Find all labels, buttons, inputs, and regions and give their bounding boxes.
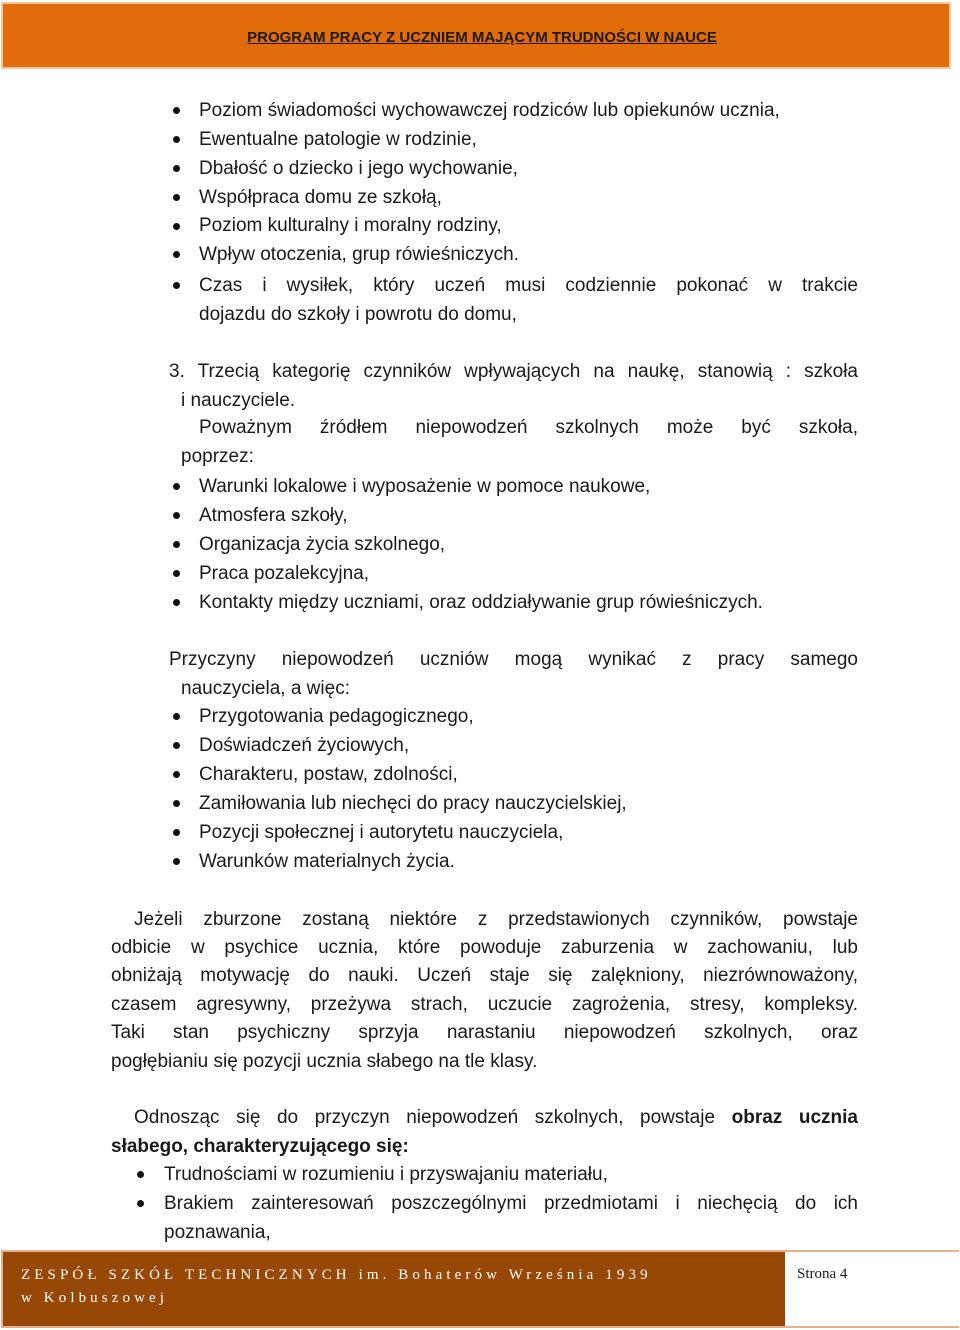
list-item: Organizacja życia szkolnego, xyxy=(199,534,446,555)
paragraph-line: Taki stan psychiczny sprzyja narastaniu niepowodzeń szkolnych, oraz xyxy=(111,1022,858,1043)
page-header xyxy=(1,2,951,69)
list-item: Współpraca domu ze szkołą, xyxy=(199,187,442,208)
header-title: PROGRAM PRACY Z UCZNIEM MAJĄCYM TRUDNOŚCI W NAUCE xyxy=(247,29,717,46)
list-item-continuation: dojazdu do szkoły i powrotu do domu, xyxy=(199,304,517,325)
paragraph-line xyxy=(134,1104,858,1132)
page-footer xyxy=(1,1250,959,1328)
teacher-intro-line: nauczyciela, a więc: xyxy=(181,678,350,699)
paragraph-line: czasem agresywny, przeżywa strach, uczucie zagrożenia, stresy, kompleksy. xyxy=(111,994,858,1015)
bullet-icon xyxy=(173,107,180,114)
bullet-icon xyxy=(173,742,180,749)
list-item: Praca pozalekcyjna, xyxy=(199,563,370,584)
list-item: Trudnościami w rozumieniu i przyswajaniu materiału, xyxy=(164,1164,608,1185)
list-item: Poziom kulturalny i moralny rodziny, xyxy=(199,215,502,236)
bullet-icon xyxy=(173,771,180,778)
list-item: Charakteru, postaw, zdolności, xyxy=(199,764,458,785)
list-item: Doświadczeń życiowych, xyxy=(199,735,410,756)
list-item-continuation: poznawania, xyxy=(164,1222,271,1243)
list-item: Dbałość o dziecko i jego wychowanie, xyxy=(199,158,518,179)
footer-school-name xyxy=(21,1264,652,1310)
bullet-icon xyxy=(173,713,180,720)
bullet-icon xyxy=(173,194,180,201)
point3-line: 3. Trzecią kategorię czynników wpływających na naukę, stanowią : szkoła xyxy=(169,361,858,382)
bullet-icon xyxy=(173,541,180,548)
footer-line: w Kolbuszowej xyxy=(21,1290,169,1306)
list-item: Kontakty między uczniami, oraz oddziaływanie grup rówieśniczych. xyxy=(199,592,763,613)
bullet-icon xyxy=(173,570,180,577)
list-item: Atmosfera szkoły, xyxy=(199,505,348,526)
footer-page-box xyxy=(783,1252,959,1326)
bullet-icon xyxy=(137,1200,144,1207)
list-item: Wpływ otoczenia, grup rówieśniczych. xyxy=(199,244,519,265)
list-item: Brakiem zainteresowań poszczególnymi przedmiotami i niechęcią do ich xyxy=(164,1193,858,1214)
bullet-icon xyxy=(173,512,180,519)
bullet-icon xyxy=(173,483,180,490)
point3-line: Poważnym źródłem niepowodzeń szkolnych może być szkoła, xyxy=(199,417,858,438)
list-item: Czas i wysiłek, który uczeń musi codziennie pokonać w trakcie xyxy=(199,275,858,296)
bullet-icon xyxy=(173,282,180,289)
footer-line: ZESPÓŁ SZKÓŁ TECHNICZNYCH im. Bohaterów Września 1939 xyxy=(21,1267,652,1283)
list-item: Warunków materialnych życia. xyxy=(199,851,455,872)
list-item: Pozycji społecznej i autorytetu nauczyciela, xyxy=(199,822,564,843)
list-item: Ewentualne patologie w rodzinie, xyxy=(199,129,477,150)
bullet-icon xyxy=(137,1171,144,1178)
bullet-icon xyxy=(173,136,180,143)
bullet-icon xyxy=(173,599,180,606)
paragraph-line: obniżają motywację do nauki. Uczeń staje się zalękniony, niezrównoważony, xyxy=(111,965,858,986)
point3-line: i nauczyciele. xyxy=(181,390,296,411)
point3-line: poprzez: xyxy=(181,446,254,467)
list-item: Zamiłowania lub niechęci do pracy nauczycielskiej, xyxy=(199,793,627,814)
bullet-icon xyxy=(173,829,180,836)
paragraph-text: Odnosząc się do przyczyn niepowodzeń szkolnych, powstaje xyxy=(134,1107,716,1128)
list-item: Poziom świadomości wychowawczej rodziców lub opiekunów ucznia, xyxy=(199,100,780,121)
bullet-icon xyxy=(173,165,180,172)
paragraph-bold-text: obraz ucznia xyxy=(731,1107,858,1128)
teacher-intro-line: Przyczyny niepowodzeń uczniów mogą wynikać z pracy samego xyxy=(169,649,858,670)
bullet-icon xyxy=(173,800,180,807)
list-item: Przygotowania pedagogicznego, xyxy=(199,706,474,727)
paragraph-line: odbicie w psychice ucznia, które powoduje zaburzenia w zachowaniu, lub xyxy=(111,937,858,958)
bullet-icon xyxy=(173,858,180,865)
list-item: Warunki lokalowe i wyposażenie w pomoce naukowe, xyxy=(199,476,651,497)
paragraph-line: Jeżeli zburzone zostaną niektóre z przedstawionych czynników, powstaje xyxy=(134,909,858,930)
paragraph-line: pogłębianiu się pozycji ucznia słabego na tle klasy. xyxy=(111,1051,538,1072)
paragraph-bold-line: słabego, charakteryzującego się: xyxy=(111,1136,409,1157)
bullet-icon xyxy=(173,251,180,258)
page-number: Strona 4 xyxy=(797,1266,848,1282)
bullet-icon xyxy=(173,223,180,230)
